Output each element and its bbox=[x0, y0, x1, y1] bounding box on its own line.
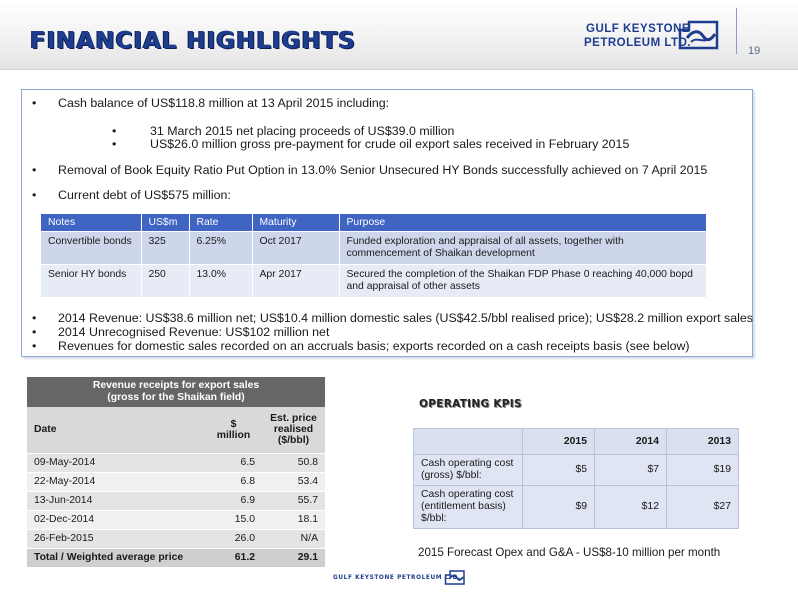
kpi-row-label: Cash operating cost (entitlement basis) $/bbl: bbox=[414, 486, 523, 529]
col-price-line-2: realised bbox=[273, 424, 314, 436]
col-est-price bbox=[262, 407, 325, 453]
bullet-sub-placing-text: 31 March 2015 net placing proceeds of US$39.0 million bbox=[150, 124, 455, 138]
kpi-table bbox=[413, 428, 739, 529]
bullet-put-option bbox=[32, 163, 708, 177]
cell-price: 18.1 bbox=[262, 510, 325, 529]
cell-price: 55.7 bbox=[262, 491, 325, 510]
revenue-table-title bbox=[27, 377, 325, 407]
cell-price: N/A bbox=[262, 529, 325, 548]
kpi-cell: $5 bbox=[523, 455, 595, 486]
kpi-corner-cell bbox=[414, 429, 523, 455]
cell-notes: Convertible bonds bbox=[41, 232, 141, 265]
cell-purpose: Secured the completion of the Shaikan FDP Phase 0 reaching 40,000 bopd and appraisal of other assets bbox=[339, 265, 707, 298]
col-rate: Rate bbox=[189, 214, 252, 232]
bullet-cash-text: Cash balance of US$118.8 million at 13 April 2015 including: bbox=[58, 96, 390, 110]
bullet-revenue bbox=[32, 311, 753, 325]
cell-date: 02-Dec-2014 bbox=[27, 510, 205, 529]
col-2015: 2015 bbox=[523, 429, 595, 455]
keystone-logo-icon bbox=[677, 18, 721, 52]
cell-usdm: 250 bbox=[141, 265, 189, 298]
table-row bbox=[414, 455, 739, 486]
col-2013: 2013 bbox=[667, 429, 739, 455]
bullet-unrecognised-text: 2014 Unrecognised Revenue: US$102 million net bbox=[58, 325, 330, 339]
kpi-cell: $12 bbox=[595, 486, 667, 529]
cell-price: 53.4 bbox=[262, 472, 325, 491]
col-million-line-2: million bbox=[216, 429, 251, 441]
bullet-dot: • bbox=[32, 339, 37, 353]
kpi-cell: $9 bbox=[523, 486, 595, 529]
logo-line-1: GULF KEYSTONE bbox=[586, 23, 691, 35]
cell-million: 6.5 bbox=[205, 453, 262, 472]
col-date: Date bbox=[27, 407, 205, 453]
kpi-table-header bbox=[414, 429, 739, 455]
kpi-title: OPERATING KPIS bbox=[419, 398, 522, 410]
col-usdm: US$m bbox=[141, 214, 189, 232]
debt-table-header bbox=[41, 214, 707, 232]
col-purpose: Purpose bbox=[339, 214, 707, 232]
col-price-line-1: Est. price bbox=[270, 413, 317, 425]
forecast-text: 2015 Forecast Opex and G&A - US$8-10 million per month bbox=[418, 546, 721, 559]
cell-notes: Senior HY bonds bbox=[41, 265, 141, 298]
col-price-line-3: ($/bbl) bbox=[277, 435, 310, 447]
bullet-sub-prepayment bbox=[112, 137, 630, 151]
cell-purpose: Funded exploration and appraisal of all assets, together with commencement of Shaikan development bbox=[339, 232, 707, 265]
cell-price: 50.8 bbox=[262, 453, 325, 472]
cell-rate: 6.25% bbox=[189, 232, 252, 265]
bullet-dot: • bbox=[112, 124, 117, 138]
bullet-basis bbox=[32, 339, 690, 353]
header-divider bbox=[736, 8, 737, 54]
bullet-sub-prepayment-text: US$26.0 million gross pre-payment for crude oil export sales received in February 2015 bbox=[150, 137, 630, 151]
cell-date: 09-May-2014 bbox=[27, 453, 205, 472]
bullet-revenue-text: 2014 Revenue: US$38.6 million net; US$10.4 million domestic sales (US$42.5/bbl realised price); US$28.2 million export sales bbox=[58, 311, 753, 325]
cell-maturity: Oct 2017 bbox=[252, 232, 339, 265]
table-row bbox=[27, 472, 325, 491]
bullet-dot: • bbox=[32, 325, 37, 339]
kpi-cell: $19 bbox=[667, 455, 739, 486]
slide-header bbox=[0, 0, 798, 70]
bullet-dot: • bbox=[32, 311, 37, 325]
bullet-cash bbox=[32, 96, 390, 110]
logo-line-2: PETROLEUM LTD. bbox=[584, 37, 692, 49]
revenue-total-row bbox=[27, 548, 325, 567]
col-maturity: Maturity bbox=[252, 214, 339, 232]
bullet-dot: • bbox=[112, 137, 117, 151]
bullet-put-option-text: Removal of Book Equity Ratio Put Option in 13.0% Senior Unsecured HY Bonds successfully achieved on 7 April 2015 bbox=[58, 163, 708, 177]
revenue-title-line-2: (gross for the Shaikan field) bbox=[107, 392, 245, 403]
cell-total-price: 29.1 bbox=[262, 548, 325, 567]
table-row bbox=[27, 491, 325, 510]
kpi-cell: $7 bbox=[595, 455, 667, 486]
bullet-sub-placing bbox=[112, 124, 455, 138]
cell-total-label: Total / Weighted average price bbox=[27, 548, 205, 567]
cell-million: 6.9 bbox=[205, 491, 262, 510]
cell-date: 26-Feb-2015 bbox=[27, 529, 205, 548]
cell-maturity: Apr 2017 bbox=[252, 265, 339, 298]
page-title: FINANCIAL HIGHLIGHTS bbox=[30, 28, 356, 54]
col-million-line-1: $ bbox=[230, 418, 237, 430]
revenue-table-header bbox=[27, 407, 325, 453]
bullet-dot: • bbox=[32, 96, 37, 110]
bullet-basis-text: Revenues for domestic sales recorded on an accruals basis; exports recorded on a cash receipts basis (see below) bbox=[58, 339, 690, 353]
page-number: 19 bbox=[748, 45, 761, 57]
col-2014: 2014 bbox=[595, 429, 667, 455]
cell-million: 26.0 bbox=[205, 529, 262, 548]
cell-million: 15.0 bbox=[205, 510, 262, 529]
table-row bbox=[27, 453, 325, 472]
cell-rate: 13.0% bbox=[189, 265, 252, 298]
bullet-debt bbox=[32, 188, 231, 202]
footer-logo-icon bbox=[444, 569, 466, 586]
logo-text bbox=[584, 22, 691, 50]
company-logo bbox=[584, 22, 691, 50]
revenue-table bbox=[27, 377, 325, 568]
debt-table bbox=[41, 214, 707, 297]
bullet-dot: • bbox=[32, 163, 37, 177]
cell-million: 6.8 bbox=[205, 472, 262, 491]
table-row bbox=[41, 265, 707, 298]
cell-usdm: 325 bbox=[141, 232, 189, 265]
col-million bbox=[205, 407, 262, 453]
col-notes: Notes bbox=[41, 214, 141, 232]
cell-date: 13-Jun-2014 bbox=[27, 491, 205, 510]
revenue-title-line-1: Revenue receipts for export sales bbox=[92, 380, 260, 391]
table-row bbox=[414, 486, 739, 529]
table-row bbox=[27, 510, 325, 529]
cell-date: 22-May-2014 bbox=[27, 472, 205, 491]
footer-logo-text: GULF KEYSTONE PETROLEUM LTD. bbox=[333, 575, 461, 581]
bullet-unrecognised bbox=[32, 325, 330, 339]
kpi-cell: $27 bbox=[667, 486, 739, 529]
cell-total-million: 61.2 bbox=[205, 548, 262, 567]
table-row bbox=[27, 529, 325, 548]
bullet-dot: • bbox=[32, 188, 37, 202]
kpi-row-label: Cash operating cost (gross) $/bbl: bbox=[414, 455, 523, 486]
bullet-debt-text: Current debt of US$575 million: bbox=[58, 188, 231, 202]
revenue-table-title-row bbox=[27, 377, 325, 407]
table-row bbox=[41, 232, 707, 265]
